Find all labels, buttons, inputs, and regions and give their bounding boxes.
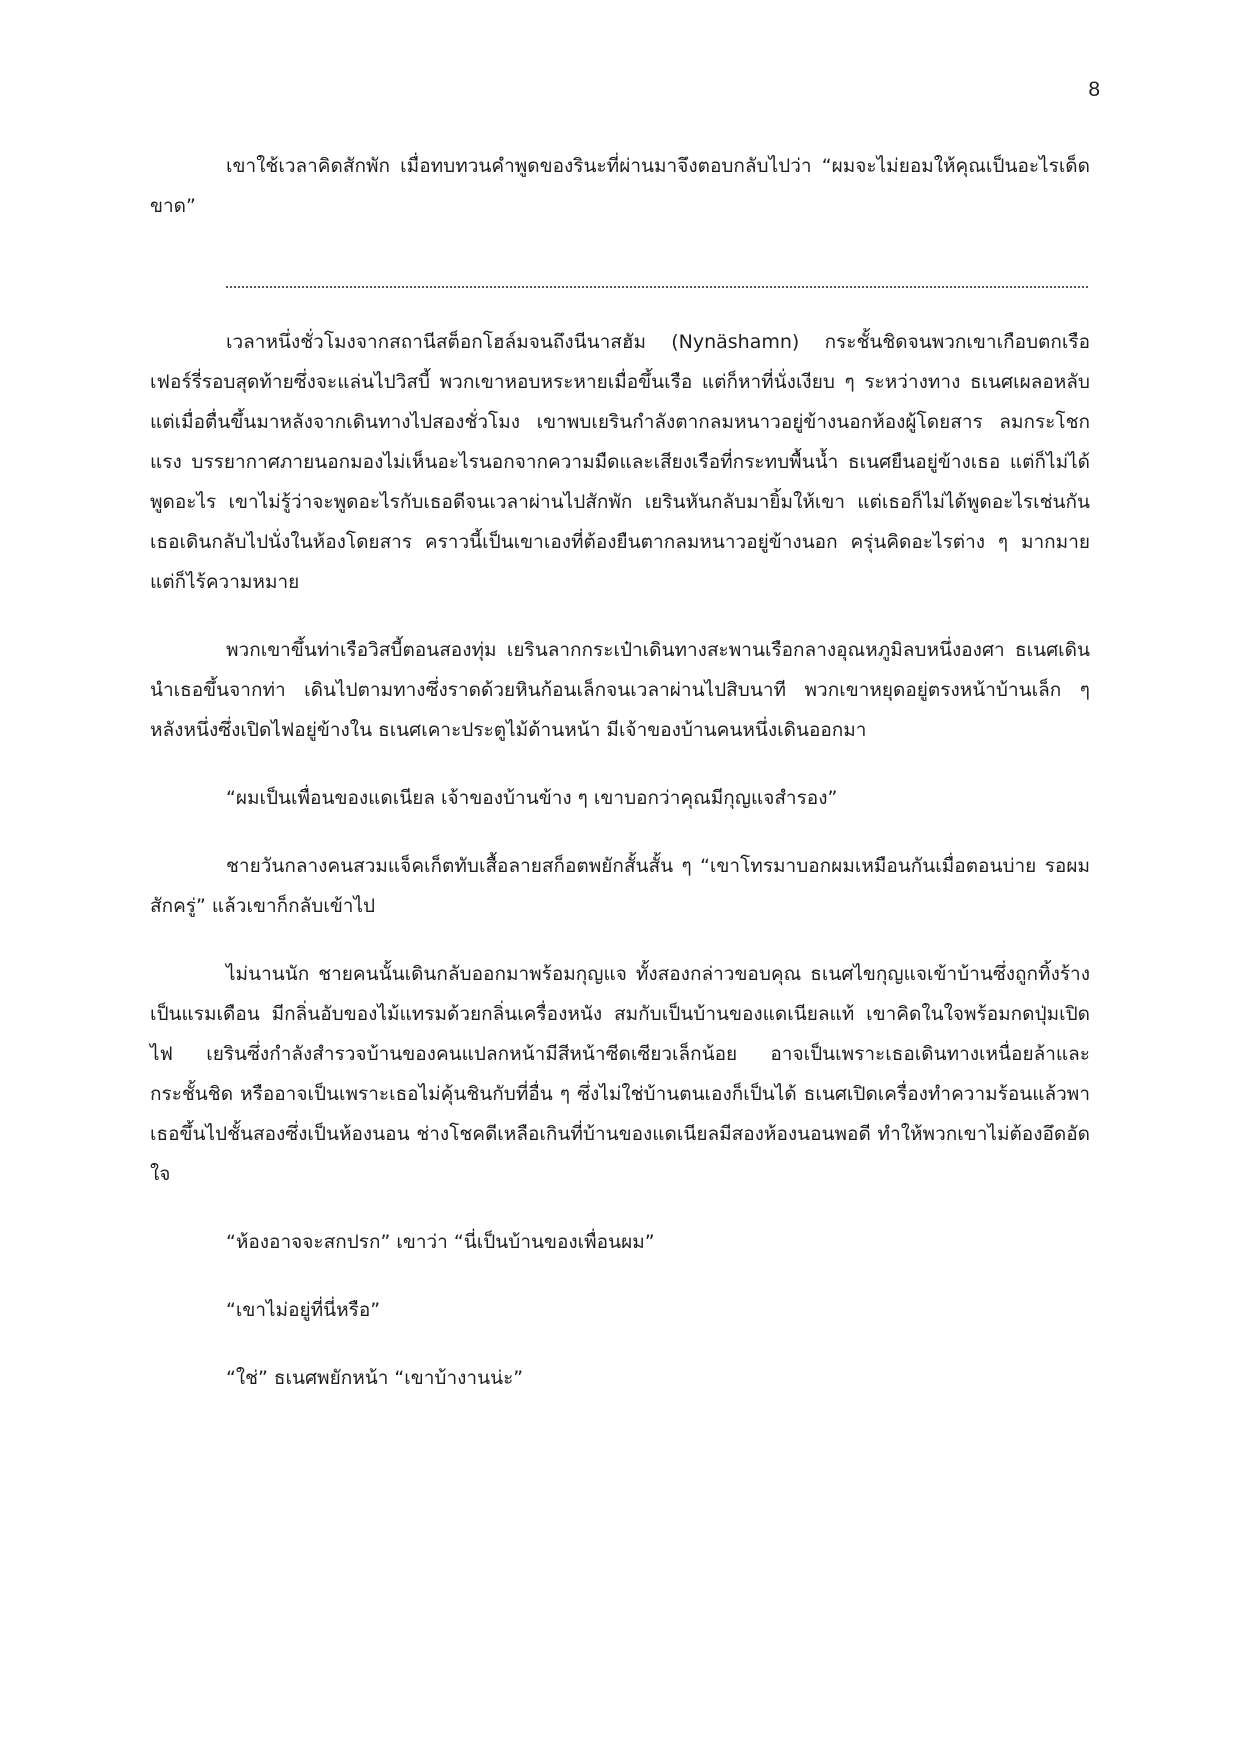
dialogue-line: “เขาไม่อยู่ที่นี่หรือ”	[226, 1299, 381, 1321]
paragraph-neighbor: ชายวันกลางคนสวมแจ็คเก็ตทับเสื้อลายสก็อตพยักสั้นสั้น ๆ “เขาโทรมาบอกผมเหมือนกันเมื่อตอนบ่าย รอผมสักครู่” แล้วเขาก็กลับเข้าไป	[150, 855, 1090, 917]
dialogue-line: “ใช่” ธเนศพยักหน้า “เขาบ้างานน่ะ”	[226, 1367, 524, 1389]
paragraph-visby-arrival: พวกเขาขึ้นท่าเรือวิสบี้ตอนสองทุ่ม เยรินลากกระเป๋าเดินทางสะพานเรือกลางอุณหภูมิลบหนึ่งองศา ธเนศเดินนำเธอขึ้นจากท่า เดินไปตามทางซึ่งราดด้วยหินก้อนเล็กจนเวลาผ่านไปสิบนาที พวกเขาหยุดอยู่ตรงหน้าบ้านเล็ก ๆ หลังหนึ่งซึ่งเปิดไฟอยู่ข้างใน ธเนศเคาะประตูไม้ด้านหน้า มีเจ้าของบ้านคนหนึ่งเดินออกมา	[150, 639, 1090, 741]
dialogue-line: “ผมเป็นเพื่อนของแดเนียล เจ้าของบ้านข้าง ๆ เขาบอกว่าคุณมีกุญแจสำรอง”	[226, 787, 838, 809]
body-text	[150, 146, 1090, 1398]
paragraph-ferry: เวลาหนึ่งชั่วโมงจากสถานีสต็อกโฮล์มจนถึงนีนาสฮัม (Nynäshamn) กระชั้นชิดจนพวกเขาเกือบตกเรือเฟอร์รี่รอบสุดท้ายซึ่งจะแล่นไปวิสบี้ พวกเขาหอบหระหายเมื่อขึ้นเรือ แต่ก็หาที่นั่งเงียบ ๆ ระหว่างทาง ธเนศเผลอหลับ แต่เมื่อตื่นขึ้นมาหลังจากเดินทางไปสองชั่วโมง เขาพบเยรินกำลังตากลมหนาวอยู่ข้างนอกห้องผู้โดยสาร ลมกระโชกแรง บรรยากาศภายนอกมองไม่เห็นอะไรนอกจากความมืดและเสียงเรือที่กระทบพื้นน้ำ ธเนศยืนอยู่ข้างเธอ แต่ก็ไม่ได้พูดอะไร เขาไม่รู้ว่าจะพูดอะไรกับเธอดีจนเวลาผ่านไปสักพัก เยรินหันกลับมายิ้มให้เขา แต่เธอก็ไม่ได้พูดอะไรเช่นกัน เธอเดินกลับไปนั่งในห้องโดยสาร คราวนี้เป็นเขาเองที่ต้องยืนตากลมหนาวอยู่ข้างนอก ครุ่นคิดอะไรต่าง ๆ มากมาย แต่ก็ไร้ความหมาย	[150, 331, 1090, 593]
dialogue-line: “ห้องอาจจะสกปรก” เขาว่า “นี่เป็นบ้านของเพื่อนผม”	[226, 1231, 655, 1253]
paragraph-house: ไม่นานนัก ชายคนนั้นเดินกลับออกมาพร้อมกุญแจ ทั้งสองกล่าวขอบคุณ ธเนศไขกุญแจเข้าบ้านซึ่งถูกทิ้งร้างเป็นแรมเดือน มีกลิ่นอับของไม้แทรมด้วยกลิ่นเครื่องหนัง สมกับเป็นบ้านของแดเนียลแท้ เขาคิดในใจพร้อมกดปุ่มเปิดไฟ เยรินซึ่งกำลังสำรวจบ้านของคนแปลกหน้ามีสีหน้าซีดเซียวเล็กน้อย อาจเป็นเพราะเธอเดินทางเหนื่อยล้าและกระชั้นชิด หรืออาจเป็นเพราะเธอไม่คุ้นชินกับที่อื่น ๆ ซึ่งไม่ใช่บ้านตนเองก็เป็นได้ ธเนศเปิดเครื่องทำความร้อนแล้วพาเธอขึ้นไปชั้นสองซึ่งเป็นห้องนอน ช่างโชคดีเหลือเกินที่บ้านของแดเนียลมีสองห้องนอนพอดี ทำให้พวกเขาไม่ต้องอึดอัดใจ	[150, 963, 1090, 1185]
page-number: 8	[1088, 78, 1100, 101]
paragraph-opening: เขาใช้เวลาคิดสักพัก เมื่อทบทวนคำพูดของรินะที่ผ่านมาจึงตอบกลับไปว่า “ผมจะไม่ยอมให้คุณเป็นอะไรเด็ดขาด”	[150, 155, 1090, 217]
scene-break-dotted-line	[226, 254, 1088, 288]
